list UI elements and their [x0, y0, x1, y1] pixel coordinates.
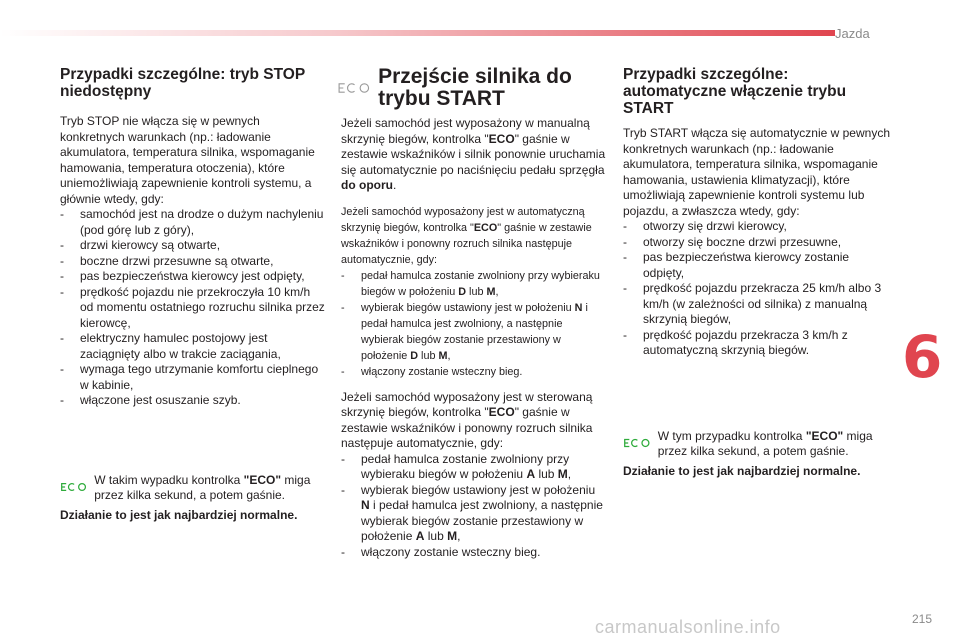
eco-icon	[60, 477, 88, 497]
watermark: carmanualsonline.info	[595, 617, 781, 637]
column-stop-unavailable	[60, 66, 326, 523]
controlled-gearbox-paragraph: Jeżeli samochód wyposażony jest w sterowaną skrzynię biegów, kontrolka "ECO" gaśnie w zestawie wskaźników i ponowny rozruch silnika następuje automatycznie, gdy:	[341, 389, 593, 450]
conditions-list	[60, 207, 326, 409]
manual-gearbox-paragraph: Jeżeli samochód jest wyposażony w manualną skrzynię biegów, kontrolka "ECO" gaśnie w zestawie wskaźników i silnik ponownie uruchamia się automatycznie po naciśnięciu pedału sprzęgła do oporu.	[341, 116, 606, 192]
list-item: - elektryczny hamulec postojowy jest zaciągnięty albo w trakcie zaciągania,	[60, 331, 326, 362]
chapter-number: 6	[902, 323, 943, 391]
list-item: - drzwi kierowcy są otwarte,	[60, 238, 326, 254]
list-item: - pedał hamulca zostanie zwolniony przy wybieraku biegów w położeniu A lub M,	[341, 452, 607, 483]
list-item: - otworzy się drzwi kierowcy,	[623, 219, 893, 235]
list-item: - prędkość pojazdu przekracza 3 km/h z automatyczną skrzynią biegów.	[623, 328, 893, 359]
list-item: - boczne drzwi przesuwne są otwarte,	[60, 254, 326, 270]
automatic-conditions-list	[341, 268, 607, 380]
list-item: - wybierak biegów ustawiony jest w położeniu N i pedał hamulca jest zwolniony, a następnie wybierak biegów zostanie przestawiony w położenie A lub M,	[341, 483, 607, 545]
column-start-mode	[341, 66, 607, 560]
page-number: 215	[912, 612, 933, 626]
section-title: Przejście silnika do trybu START	[378, 65, 572, 110]
list-item: - włączony zostanie wsteczny bieg.	[341, 364, 607, 380]
list-item: - włączony zostanie wsteczny bieg.	[341, 545, 607, 561]
normal-operation-note: Działanie to jest jak najbardziej normalne.	[623, 463, 861, 478]
intro-paragraph: Tryb START włącza się automatycznie w pewnych konkretnych warunkach (np.: ładowanie akumulatora, temperatura silnika, wspomaganie hamowania, ustawienia klimatyzacji), które umożliwiają zapewnienie kontroli systemu lub pojazdu, a zwłaszcza wtedy, gdy:	[623, 126, 890, 218]
list-item: - samochód jest na drodze o dużym nachyleniu (pod górę lub z góry),	[60, 207, 326, 238]
eco-note	[60, 473, 326, 504]
section-label: Jazda	[835, 26, 870, 41]
section-title-row	[337, 66, 607, 110]
list-item: - włączone jest osuszanie szyb.	[60, 393, 326, 409]
automatic-gearbox-paragraph: Jeżeli samochód wyposażony jest w automatyczną skrzynię biegów, kontrolka "ECO" gaśnie w zestawie wskaźników i ponowny rozruch silnika następuje automatycznie, gdy:	[341, 205, 592, 266]
normal-operation-note: Działanie to jest jak najbardziej normalne.	[60, 507, 298, 522]
list-item: - otworzy się boczne drzwi przesuwne,	[623, 235, 893, 251]
section-title: Przypadki szczególne: tryb STOP niedostępny	[60, 66, 305, 100]
list-item: - wymaga tego utrzymanie komfortu cieplnego w kabinie,	[60, 362, 326, 393]
intro-paragraph: Tryb STOP nie włącza się w pewnych konkretnych warunkach (np.: ładowanie akumulatora, temperatura silnika, wspomaganie hamowania, temperatura otoczenia), które uniemożliwiają zapewnienie kontroli systemu, a głównie wtedy, gdy:	[60, 114, 315, 206]
list-item: - pas bezpieczeństwa kierowcy zostanie odpięty,	[623, 250, 893, 281]
eco-off-icon	[337, 78, 372, 98]
list-item: - prędkość pojazdu nie przekroczyła 10 km/h od momentu ostatniego rozruchu silnika przez kierowcę,	[60, 285, 326, 332]
column-auto-start	[623, 66, 893, 479]
eco-note-text: W tym przypadku kontrolka "ECO" miga przez kilka sekund, a potem gaśnie.	[657, 428, 873, 458]
list-item: - pedał hamulca zostanie zwolniony przy wybieraku biegów w położeniu D lub M,	[341, 268, 607, 300]
controlled-conditions-list	[341, 452, 607, 561]
eco-note	[623, 429, 893, 460]
list-item: - prędkość pojazdu przekracza 25 km/h albo 3 km/h (w zależności od silnika) z manualną skrzynią biegów,	[623, 281, 893, 328]
list-item: - pas bezpieczeństwa kierowcy jest odpięty,	[60, 269, 326, 285]
list-item: - wybierak biegów ustawiony jest w położeniu N i pedał hamulca jest zwolniony, a następnie wybierak biegów zostanie przestawiony w położenie D lub M,	[341, 300, 607, 364]
eco-note-text: W takim wypadku kontrolka "ECO" miga przez kilka sekund, a potem gaśnie.	[94, 472, 311, 502]
section-title: Przypadki szczególne: automatyczne włączenie trybu START	[623, 66, 847, 117]
eco-icon	[623, 433, 652, 453]
header-accent-bar	[0, 30, 835, 36]
conditions-list	[623, 219, 893, 359]
